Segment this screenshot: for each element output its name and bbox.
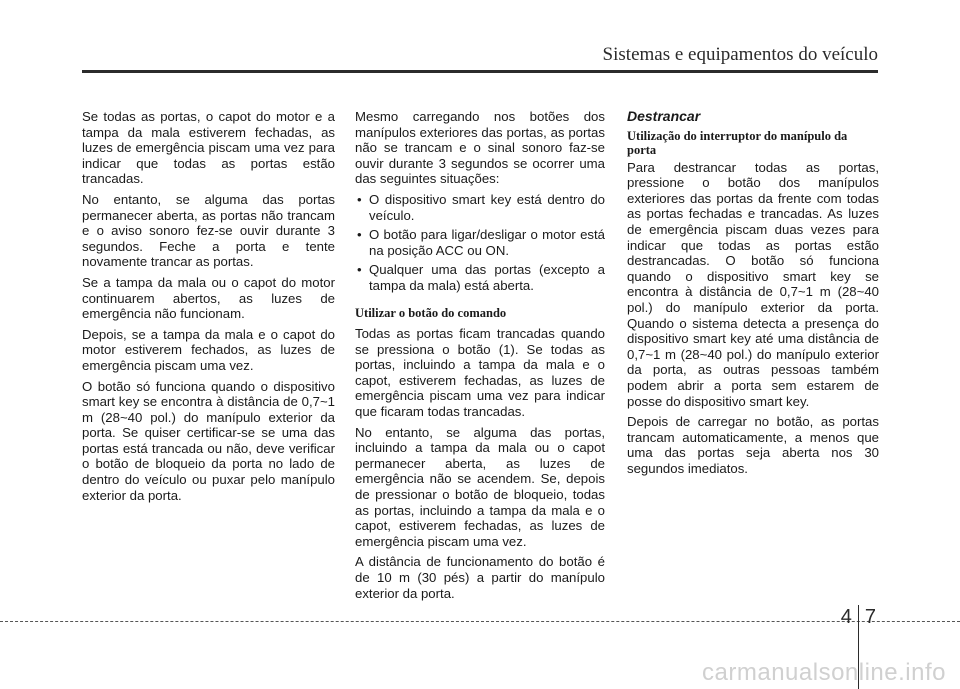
paragraph: Se a tampa da mala ou o capot do motor continuarem abertos, as luzes de emergência não funcionam. — [82, 274, 335, 322]
paragraph: Depois, se a tampa da mala e o capot do motor estiverem fechados, as luzes de emergência piscam uma vez. — [82, 326, 335, 373]
watermark: carmanualsonline.info — [702, 659, 946, 686]
list-item: • O dispositivo smart key está dentro do veículo. — [355, 192, 605, 223]
paragraph: Depois de carregar no botão, as portas trancam automaticamente, a menos que uma das portas seja aberta nos 30 segundos imediatos. — [627, 414, 879, 476]
paragraph: Se todas as portas, o capot do motor e a tampa da mala estiverem fechadas, as luzes de emergência piscam uma vez para indicar que todas as portas estão trancadas. — [82, 109, 335, 187]
paragraph: No entanto, se alguma das portas permanecer aberta, as portas não trancam e o aviso sonoro fez-se ouvir durante 3 segundos. Feche a porta e tente novamente trancar as portas. — [82, 191, 335, 270]
paragraph: Mesmo carregando nos botões dos manípulos exteriores das portas, as portas não se trancam e o sinal sonoro faz-se ouvir durante 3 segundos se ocorrer uma das seguintes situações: — [355, 109, 605, 187]
paragraph: Todas as portas ficam trancadas quando se pressiona o botão (1). Se todas as portas, incluindo a tampa da mala e o capot, estiverem fechadas, as luzes de emergência piscam uma vez para indicar que ficaram todas trancadas. — [355, 326, 605, 419]
chapter-number: 4 — [840, 606, 852, 628]
section-title: Destrancar — [627, 108, 701, 124]
column-1 — [82, 109, 335, 508]
page-number-value: 7 — [864, 606, 876, 628]
header-title: Sistemas e equipamentos do veículo — [602, 44, 878, 65]
subheading: Utilizar o botão do comando — [355, 305, 507, 320]
paragraph: No entanto, se alguma das portas, incluindo a tampa da mala ou o capot permanecer aberta, as luzes de emergência não se acendem. Se, depois de pressionar o botão de bloqueio, todas as portas, incluindo a tampa da mala e o capot, estiverem fechadas, as luzes de emergência piscam uma vez. — [355, 424, 605, 549]
header-rule — [82, 70, 878, 73]
column-3 — [627, 109, 879, 481]
paragraph: A distância de funcionamento do botão é de 10 m (30 pés) a partir do manípulo exterior da porta. — [355, 554, 605, 601]
list-item: • Qualquer uma das portas (excepto a tampa da mala) está aberta. — [355, 262, 605, 293]
footer-dashed-rule — [0, 621, 960, 622]
bullet-list — [355, 192, 605, 294]
subheading: Utilização do interruptor do manípulo da porta — [627, 128, 848, 158]
column-2 — [355, 109, 605, 606]
paragraph: Para destrancar todas as portas, pressione o botão dos manípulos exteriores das portas da frente com todas as portas fechadas e trancadas. As luzes de emergência piscam duas vezes para indicar que todas as portas estão destrancadas. O botão só funciona quando o dispositivo smart key se encontra à distância de 0,7~1 m (28~40 pol.) do manípulo exterior da porta. Quando o sistema detecta a presença do dispositivo smart key até uma distância de 0,7~1 m (28~40 pol.) do manípulo exterior da porta, as outras pessoas também podem abrir a porta sem estarem de posse do dispositivo smart key. — [627, 159, 879, 409]
paragraph: O botão só funciona quando o dispositivo smart key se encontra à distância de 0,7~1 m (28~40 pol.) do manípulo exterior da porta. Se quiser certificar-se se uma das portas está trancada ou não, deve verificar o botão de bloqueio da porta no lado de dentro do veículo ou puxar pelo manípulo exterior da porta. — [82, 378, 335, 503]
list-item: • O botão para ligar/desligar o motor está na posição ACC ou ON. — [355, 227, 605, 258]
